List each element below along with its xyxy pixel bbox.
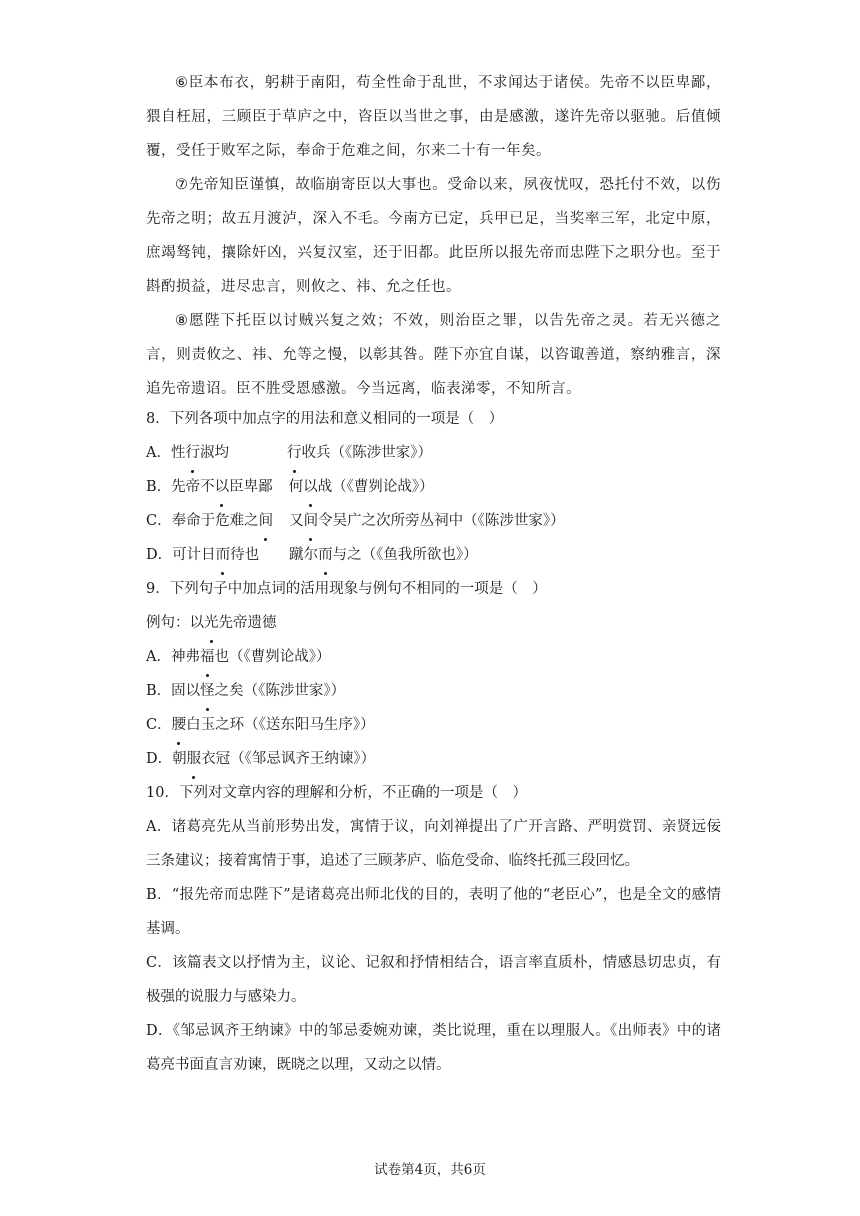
question-9-option-d[interactable] — [146, 742, 721, 776]
question-8-option-a[interactable] — [146, 436, 721, 470]
option-text: 何 — [288, 479, 304, 495]
paragraph-7: ⑦先帝知臣谨慎，故临崩寄臣以大事也。受命以来，夙夜忧叹，恐托付不效，以伤先帝之明；故五月渡泸，深入不毛。今南方已定，兵甲已足，当奖率三军，北定中原，庶竭驽钝，攘除奸凶，兴复汉室，还于旧都。此臣所以报先帝而忠陛下之职分也。至于斟酌损益，进尽忠言，则攸之、祎、允之任也。 — [146, 177, 721, 295]
option-label: D． — [146, 547, 173, 563]
option-text: 蹴尔 — [289, 547, 319, 563]
option-text: 朝 — [172, 751, 187, 767]
option-text: 固以 — [171, 683, 201, 699]
option-text: 衣冠（《邹忌讽齐王纳谏》） — [201, 751, 376, 767]
option-text: 先帝不 — [171, 479, 215, 495]
question-9-option-c[interactable] — [146, 708, 721, 742]
option-label: D． — [146, 751, 173, 767]
question-10-option-a[interactable]: A．诸葛亮先从当前形势出发，寓情于议，向刘禅提出了广开言路、严明赏罚、亲贤远佞三条建议；接着寓情于事，追述了三顾茅庐、临危受命、临终托孤三段回忆。 — [146, 819, 721, 869]
paragraph-8: ⑧愿陛下托臣以讨贼兴复之效；不效，则治臣之罪，以告先帝之灵。若无兴德之言，则责攸之、祎、允等之慢，以彰其咎。陛下亦宜自谋，以咨诹善道，察纳雅言，深追先帝遗诏。臣不胜受恩感激。今当远离，临表涕零，不知所言。 — [146, 313, 721, 397]
question-9-stem: 9．下列句子中加点词的活用现象与例句不相同的一项是（ ） — [146, 581, 547, 597]
option-text: 战（《曹刿论战》） — [317, 479, 434, 495]
question-9 — [146, 572, 721, 776]
option-text: 神弗 — [170, 649, 200, 665]
question-10-stem: 10．下列对文章内容的理解和分析，不正确的一项是（ ） — [146, 785, 527, 801]
question-10-option-b[interactable]: B．“报先帝而忠陛下”是诸葛亮出师北伐的目的，表明了他的“老臣心”，也是全文的感情基调。 — [146, 887, 721, 937]
page-footer: 试卷第4页，共6页 — [374, 1162, 486, 1178]
option-text: 臣卑鄙 — [229, 479, 273, 495]
dotted-char: 怪 — [200, 674, 215, 708]
dotted-char: 腰 — [172, 708, 187, 742]
option-text: 也（《曹刿论战》） — [214, 649, 331, 665]
dotted-char: 间 — [304, 504, 319, 538]
question-9-option-b[interactable] — [146, 674, 721, 708]
example-text: 例句：以 — [146, 615, 204, 631]
option-text: 收兵（《陈涉世家》） — [301, 445, 432, 461]
option-label: C． — [146, 513, 172, 529]
dotted-char: 行 — [185, 436, 200, 470]
dotted-char: 而 — [216, 538, 231, 572]
option-text: 与之（《鱼我所欲也》） — [332, 547, 478, 563]
paragraph-6: ⑥臣本布衣，躬耕于南阳，苟全性命于乱世，不求闻达于诸侯。先帝不以臣卑鄙，猥自枉屈，三顾臣于草庐之中，咨臣以当世之事，由是感激，遂许先帝以驱驰。后值倾覆，受任于败军之际，奉命于危难之间，尔来二十有一年矣。 — [146, 75, 721, 159]
option-text: 淑均 — [199, 445, 229, 461]
option-text: 白玉之环（《送东阳马生序》） — [186, 717, 375, 733]
passage — [146, 66, 721, 406]
question-10-option-c[interactable]: C．该篇表文以抒情为主，议论、记叙和抒情相结合，语言率直质朴，情感恳切忠贞，有极强的说服力与感染力。 — [146, 955, 721, 1005]
dotted-char: 行 — [287, 436, 302, 470]
option-text: 可计日 — [172, 547, 216, 563]
option-text: 又 — [289, 513, 304, 529]
option-label: A． — [146, 649, 171, 665]
option-label: B． — [146, 479, 172, 495]
dotted-char: 服 — [187, 742, 202, 776]
option-text: 性 — [170, 445, 186, 461]
question-8-option-b[interactable] — [146, 470, 721, 504]
dotted-char: 而 — [318, 538, 333, 572]
dotted-char: 以 — [303, 470, 318, 504]
question-10 — [146, 776, 721, 1082]
dotted-char: 以 — [215, 470, 230, 504]
option-text: 令吴广之次所旁丛祠中（《陈涉世家》） — [318, 513, 565, 529]
option-label: B． — [146, 683, 172, 699]
question-10-option-d[interactable]: D．《邹忌讽齐王纳谏》中的邹忌委婉劝谏，类比说理，重在以理服人。《出师表》中的诸葛亮书面直言劝谏，既晓之以理，又动之以情。 — [146, 1023, 721, 1073]
question-8-option-c[interactable] — [146, 504, 721, 538]
option-text: 奉命于危难之 — [171, 513, 259, 529]
dotted-char: 间 — [259, 504, 274, 538]
question-8-option-d[interactable] — [146, 538, 721, 572]
question-8-stem: 8．下列各项中加点字的用法和意义相同的一项是（ ） — [146, 411, 504, 427]
dotted-char: 光 — [204, 606, 219, 640]
question-9-example — [146, 606, 721, 640]
question-9-option-a[interactable] — [146, 640, 721, 674]
question-8 — [146, 402, 721, 572]
option-text: 待也 — [230, 547, 260, 563]
option-text: 之矣（《陈涉世家》） — [214, 683, 346, 699]
questions — [146, 402, 721, 1082]
option-label: C． — [146, 717, 172, 733]
example-text: 先帝遗德 — [218, 615, 277, 631]
dotted-char: 福 — [200, 640, 215, 674]
option-label: A． — [146, 445, 171, 461]
